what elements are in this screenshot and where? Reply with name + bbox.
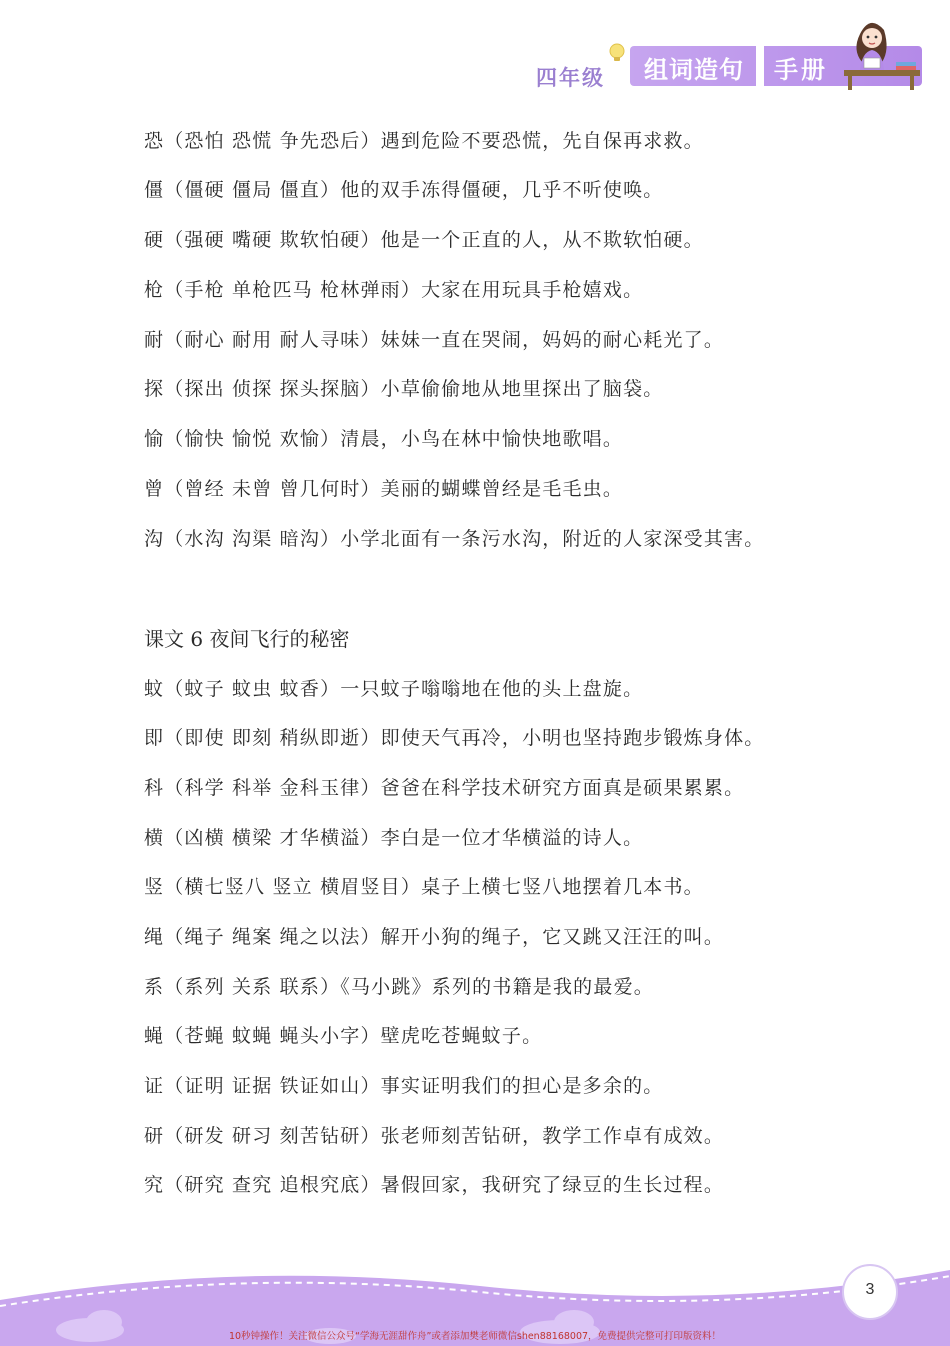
vocab-line: 僵（僵硬 僵局 僵直）他的双手冻得僵硬，几乎不听使唤。	[144, 179, 664, 201]
vocab-line: 究（研究 查究 追根究底）暑假回家，我研究了绿豆的生长过程。	[144, 1174, 725, 1196]
vocab-line: 耐（耐心 耐用 耐人寻味）妹妹一直在哭闹，妈妈的耐心耗光了。	[144, 329, 725, 351]
vocab-line: 竖（横七竖八 竖立 横眉竖目）桌子上横七竖八地摆着几本书。	[144, 876, 704, 898]
vocab-line: 系（系列 关系 联系）《马小跳》系列的书籍是我的最爱。	[144, 976, 654, 998]
vocab-line: 蚊（蚊子 蚊虫 蚊香）一只蚊子嗡嗡地在他的头上盘旋。	[144, 678, 644, 700]
vocab-line: 枪（手枪 单枪匹马 枪林弹雨）大家在用玩具手枪嬉戏。	[144, 279, 644, 301]
page-number: 3	[865, 1281, 875, 1298]
vocab-line: 证（证明 证据 铁证如山）事实证明我们的担心是多余的。	[144, 1075, 664, 1097]
vocab-line: 沟（水沟 沟渠 暗沟）小学北面有一条污水沟，附近的人家深受其害。	[144, 528, 765, 550]
vocab-line: 探（探出 侦探 探头探脑）小草偷偷地从地里探出了脑袋。	[144, 378, 664, 400]
grade-label: 四年级	[536, 66, 605, 90]
vocab-line: 曾（曾经 未曾 曾几何时）美丽的蝴蝶曾经是毛毛虫。	[144, 478, 624, 500]
vocab-line: 绳（绳子 绳案 绳之以法）解开小狗的绳子，它又跳又汪汪的叫。	[144, 926, 725, 948]
page-header	[0, 0, 950, 110]
vocab-line: 恐（恐怕 恐慌 争先恐后）遇到危险不要恐慌，先自保再求救。	[144, 130, 704, 152]
footer-note: 10秒钟操作！关注微信公众号“学海无涯甜作舟”或者添加樊老师微信shen88168007，免费提供完整可打印版资料！	[228, 1331, 722, 1342]
vocab-line: 研（研发 研习 刻苦钻研）张老师刻苦钻研，教学工作卓有成效。	[144, 1125, 725, 1147]
banner-title: 组词造句	[644, 56, 744, 84]
banner-divider	[756, 46, 764, 86]
vocab-line: 蝇（苍蝇 蚊蝇 蝇头小字）壁虎吃苍蝇蚊子。	[144, 1025, 543, 1047]
vocab-line: 科（科学 科举 金科玉律）爸爸在科学技术研究方面真是硕果累累。	[144, 777, 745, 799]
vocab-line: 横（凶横 横梁 才华横溢）李白是一位才华横溢的诗人。	[144, 827, 644, 849]
vocab-line: 即（即使 即刻 稍纵即逝）即使天气再冷，小明也坚持跑步锻炼身体。	[144, 727, 765, 749]
vocab-line: 愉（愉快 愉悦 欢愉）清晨，小鸟在林中愉快地歌唱。	[144, 428, 624, 450]
teacher-illustration	[838, 14, 922, 90]
vocab-line: 硬（强硬 嘴硬 欺软怕硬）他是一个正直的人，从不欺软怕硬。	[144, 229, 704, 251]
lightbulb-icon	[606, 42, 628, 64]
banner-subtitle: 手册	[774, 56, 828, 84]
section-title: 课文 6 夜间飞行的秘密	[144, 627, 350, 651]
